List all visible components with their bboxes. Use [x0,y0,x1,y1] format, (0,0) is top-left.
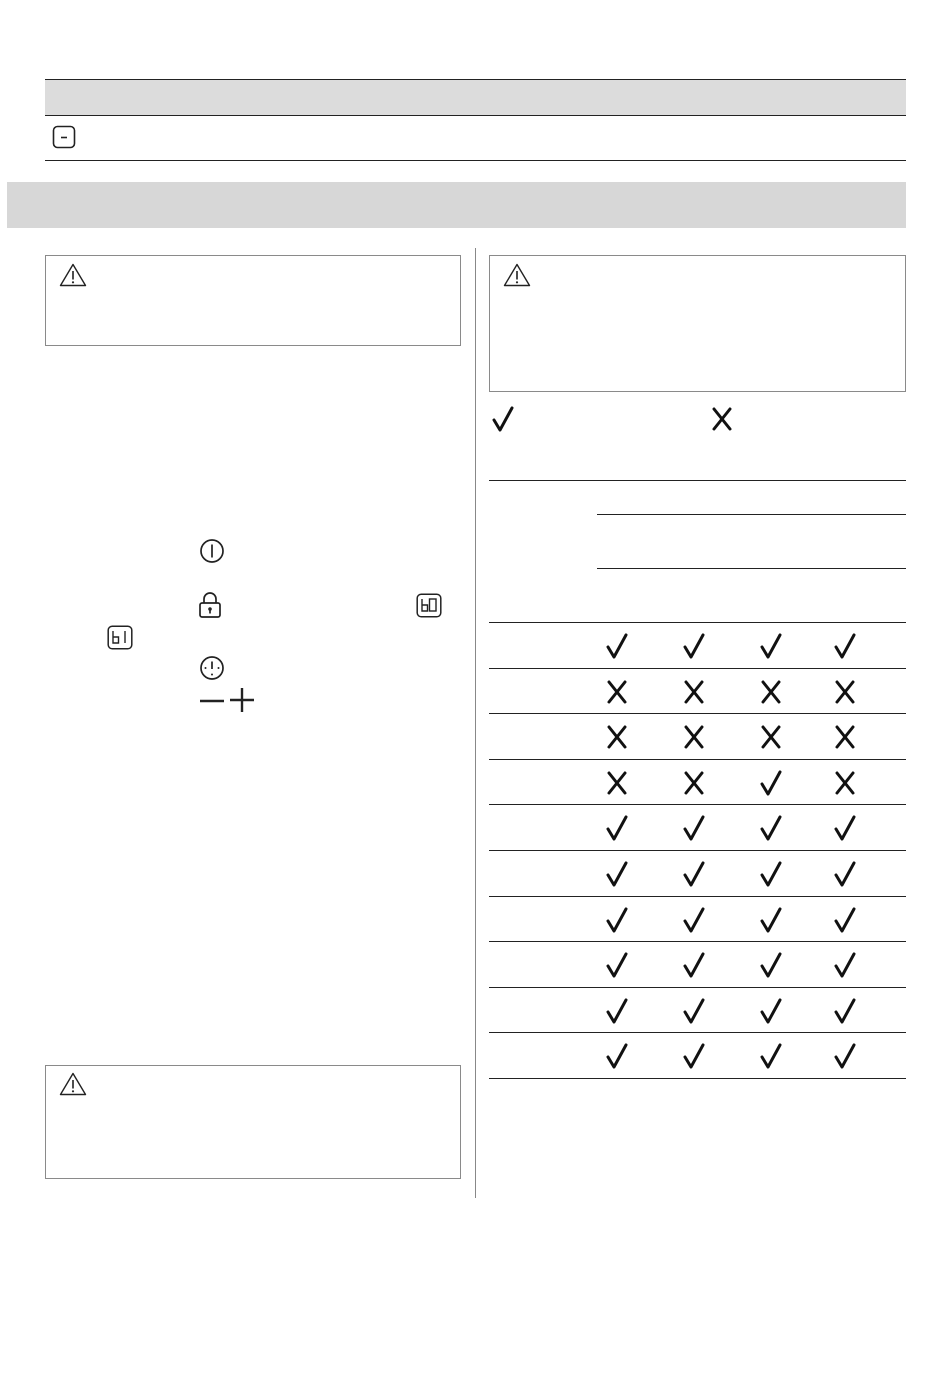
warning-triangle-icon [59,1072,87,1096]
cross-icon [682,678,706,706]
matrix-cell [674,805,714,851]
matrix-cell [597,714,637,760]
matrix-cell [825,760,865,806]
section-header-bar [7,182,906,228]
matrix-row [489,897,906,943]
cross-icon [833,723,857,751]
matrix-cell [597,897,637,943]
lock-icon [198,591,222,619]
checkmark-icon [759,1042,783,1070]
checkmark-icon [682,1042,706,1070]
matrix-cell [825,623,865,669]
matrix-cell [597,760,637,806]
matrix-rule [489,480,906,481]
matrix-cell [825,988,865,1034]
checkmark-icon [833,906,857,934]
timer-icon [199,655,225,681]
checkmark-icon [759,906,783,934]
top-table-header [45,80,906,115]
matrix-cell [674,942,714,988]
plus-icon [228,686,256,714]
checkmark-icon [682,860,706,888]
matrix-cell [751,805,791,851]
top-table-rule-bottom [45,160,906,161]
display-b0-icon [416,593,442,618]
checkmark-icon [605,906,629,934]
matrix-rule [597,568,906,569]
cross-icon [759,678,783,706]
matrix-row [489,1033,906,1079]
matrix-row [489,714,906,760]
cross-icon [759,723,783,751]
checkmark-icon [833,997,857,1025]
matrix-cell [597,942,637,988]
minus-key-icon [52,125,76,149]
matrix-cell [674,897,714,943]
checkmark-icon [491,405,515,433]
cross-icon [682,723,706,751]
checkmark-icon [759,814,783,842]
matrix-cell [674,988,714,1034]
matrix-cell [751,714,791,760]
checkmark-icon [759,997,783,1025]
checkmark-icon [682,906,706,934]
cross-icon [605,723,629,751]
checkmark-icon [833,860,857,888]
matrix-row [489,942,906,988]
matrix-cell [751,942,791,988]
matrix-cell [597,623,637,669]
matrix-row [489,805,906,851]
matrix-cell [825,942,865,988]
matrix-cell [597,988,637,1034]
checkmark-icon [605,1042,629,1070]
matrix-cell [674,714,714,760]
cross-icon [833,678,857,706]
checkmark-icon [759,632,783,660]
matrix-cell [825,897,865,943]
checkmark-icon [682,997,706,1025]
checkmark-icon [759,860,783,888]
checkmark-icon [605,814,629,842]
matrix-cell [674,669,714,715]
matrix-cell [597,805,637,851]
warning-box-1 [45,255,461,346]
matrix-cell [751,623,791,669]
checkmark-icon [759,951,783,979]
matrix-cell [825,669,865,715]
matrix-rule [489,1078,906,1079]
checkmark-icon [682,951,706,979]
checkmark-icon [833,814,857,842]
matrix-row [489,669,906,715]
cross-icon [605,678,629,706]
power-icon [199,538,225,564]
checkmark-icon [605,860,629,888]
top-table-rule-header [45,115,906,116]
matrix-cell [751,851,791,897]
display-b1-icon [107,625,133,650]
matrix-cell [751,1033,791,1079]
warning-box-3 [45,1065,461,1179]
matrix-cell [825,805,865,851]
matrix-row [489,623,906,669]
matrix-cell [597,669,637,715]
cross-icon [605,769,629,797]
matrix-cell [674,1033,714,1079]
matrix-cell [751,988,791,1034]
warning-box-2 [489,255,906,392]
matrix-row [489,988,906,1034]
matrix-cell [597,851,637,897]
matrix-cell [674,760,714,806]
checkmark-icon [833,632,857,660]
matrix-cell [674,851,714,897]
checkmark-icon [833,1042,857,1070]
matrix-cell [597,1033,637,1079]
checkmark-icon [833,951,857,979]
column-divider [475,248,476,1198]
matrix-cell [825,714,865,760]
matrix-cell [751,669,791,715]
warning-triangle-icon [59,263,87,287]
cross-icon [833,769,857,797]
checkmark-icon [682,632,706,660]
matrix-cell [825,851,865,897]
matrix-row [489,851,906,897]
warning-triangle-icon [503,263,531,287]
matrix-cell [825,1033,865,1079]
matrix-rule [597,514,906,515]
checkmark-icon [759,769,783,797]
matrix-row [489,760,906,806]
matrix-cell [751,897,791,943]
checkmark-icon [682,814,706,842]
matrix-cell [674,623,714,669]
cross-icon [682,769,706,797]
checkmark-icon [605,997,629,1025]
cross-icon [710,406,734,432]
checkmark-icon [605,632,629,660]
matrix-cell [751,760,791,806]
checkmark-icon [605,951,629,979]
minus-icon [198,688,226,714]
